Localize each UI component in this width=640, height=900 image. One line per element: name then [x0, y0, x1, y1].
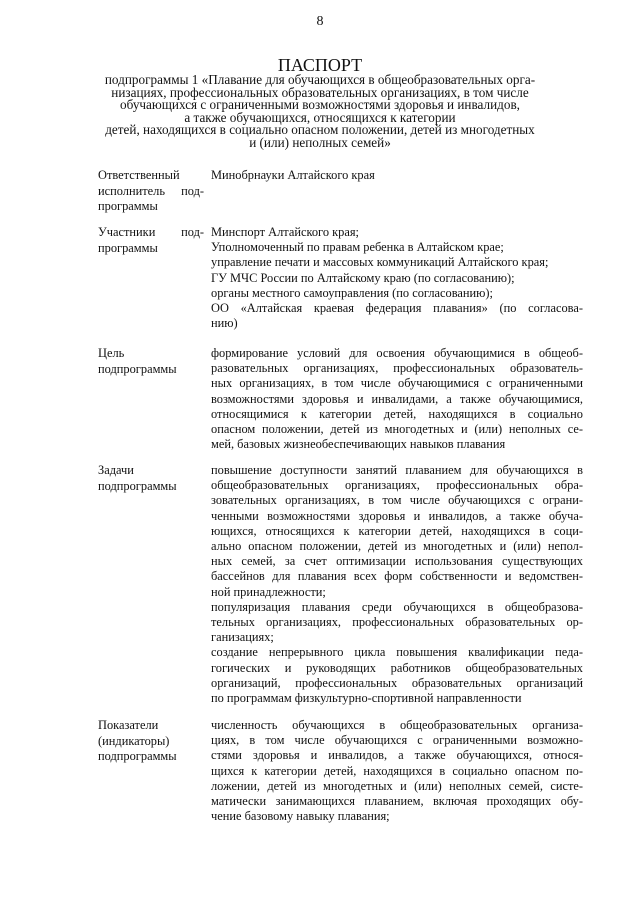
- subtitle-line: низациях, профессиональных образовательных организациях, в том числе: [111, 84, 529, 100]
- row-label: [98, 225, 204, 256]
- value-line: численность обучающихся в общеобразовательных организа-: [211, 718, 583, 732]
- row-label: [98, 346, 204, 377]
- row-value: [211, 225, 583, 331]
- row-value: [211, 718, 583, 824]
- value-line: матически занимающихся плаванием, включая проходящих обу-: [211, 794, 583, 809]
- value-line: зовательных организациях, в том числе обучающихся с ограни-: [211, 493, 583, 508]
- value-line: управление печати и массовых коммуникаций Алтайского края;: [211, 255, 549, 270]
- value-line: щихся к категории детей, находящихся в социально опасном по-: [211, 763, 583, 778]
- label-line: (индикаторы): [98, 733, 170, 748]
- document-subtitle: [70, 74, 570, 150]
- value-line: тельных организациях, профессиональных образовательных ор-: [211, 615, 583, 630]
- subtitle-line: детей, находящихся в социально опасном положении, детей из многодетных: [105, 122, 535, 138]
- label-line: программы: [98, 240, 158, 255]
- value-line: ных организациях, в том числе обучающимися с ограниченными: [211, 376, 583, 391]
- value-line: ганизациях;: [211, 630, 274, 645]
- label-line: подпрограммы: [98, 361, 177, 376]
- row-label: [98, 168, 204, 215]
- value-line: по программам физкультурно-спортивной направленности: [211, 691, 522, 706]
- value-line: гогических и руководящих работников общеобразовательных: [211, 660, 583, 675]
- value-line: бассейнов для плавания всех форм собственности и ведомствен-: [211, 569, 583, 584]
- value-line: ОО «Алтайская краевая федерация плавания» (по согласова-: [211, 301, 583, 316]
- value-line: ной принадлежности;: [211, 584, 326, 599]
- label-line: Задачи: [98, 463, 134, 477]
- label-line: исполнитель под-: [98, 183, 204, 198]
- value-line: разовательных организациях, профессиональных образователь-: [211, 361, 583, 376]
- passport-heading: [70, 56, 570, 150]
- value-line: формирование условий для освоения обучающимися в общеоб-: [211, 346, 583, 360]
- value-line: Уполномоченный по правам ребенка в Алтайском крае;: [211, 240, 504, 255]
- subtitle-line: и (или) неполных семей»: [249, 134, 391, 150]
- value-line: органы местного самоуправления (по согласованию);: [211, 285, 493, 300]
- value-line: создание непрерывного цикла повышения квалификации педа-: [211, 645, 583, 660]
- page-number: 8: [316, 14, 324, 29]
- value-line: популяризация плавания среди обучающихся в общеобразова-: [211, 599, 583, 614]
- value-line: Минобрнауки Алтайского края: [211, 168, 375, 182]
- label-line: Цель: [98, 346, 125, 360]
- label-line: подпрограммы: [98, 749, 177, 764]
- row-value: [211, 463, 583, 706]
- value-line: относящимися к категории детей, находящихся в социально: [211, 406, 583, 421]
- value-line: циях, в том числе обучающихся с ограниченными возможно-: [211, 733, 583, 748]
- value-line: ложении, детей из многодетных и (или) неполных семей, систе-: [211, 778, 583, 793]
- row-label: [98, 718, 204, 765]
- value-line: ГУ МЧС России по Алтайскому краю (по согласованию);: [211, 270, 515, 285]
- value-line: опасном положении, детей из многодетных и (или) неполных се-: [211, 422, 583, 437]
- label-line: Показатели: [98, 718, 159, 732]
- label-line: Участники под-: [98, 225, 204, 239]
- value-line: организаций, профессиональных образовательных организаций: [211, 675, 583, 690]
- value-line: мей, базовых жизнеобеспечивающих навыков плавания: [211, 437, 506, 452]
- row-value: [211, 168, 583, 183]
- label-line: подпрограммы: [98, 478, 177, 493]
- value-line: ально опасном положении, детей из многодетных и (или) непол-: [211, 539, 583, 554]
- label-line: программы: [98, 199, 158, 214]
- value-line: общеобразовательных организациях, профессиональных обра-: [211, 478, 583, 493]
- document-title: ПАСПОРТ: [277, 55, 363, 75]
- subtitle-line: а также обучающихся, относящихся к категории: [184, 109, 456, 125]
- value-line: ющихся, относящихся к категории детей, находящихся в соци-: [211, 523, 583, 538]
- row-label: [98, 463, 204, 494]
- label-line: Ответственный: [98, 168, 180, 182]
- subtitle-line: обучающихся с ограниченными возможностями здоровья и инвалидов,: [120, 97, 520, 113]
- value-line: нию): [211, 316, 238, 331]
- value-line: стями здоровья и инвалидов, а также обучающихся, относя-: [211, 748, 583, 763]
- value-line: чение базовому навыку плавания;: [211, 809, 390, 824]
- value-line: возможностями здоровья и инвалидами, а также обучающимися,: [211, 391, 583, 406]
- value-line: ных семей, за счет оптимизации использования существующих: [211, 554, 583, 569]
- value-line: повышение доступности занятий плаванием для обучающихся в: [211, 463, 583, 477]
- value-line: ченными возможностями здоровья и инвалидов, а также обуча-: [211, 508, 583, 523]
- subtitle-line: подпрограммы 1 «Плавание для обучающихся в общеобразовательных орга-: [104, 72, 536, 87]
- row-value: [211, 346, 583, 452]
- value-line: Минспорт Алтайского края;: [211, 225, 359, 239]
